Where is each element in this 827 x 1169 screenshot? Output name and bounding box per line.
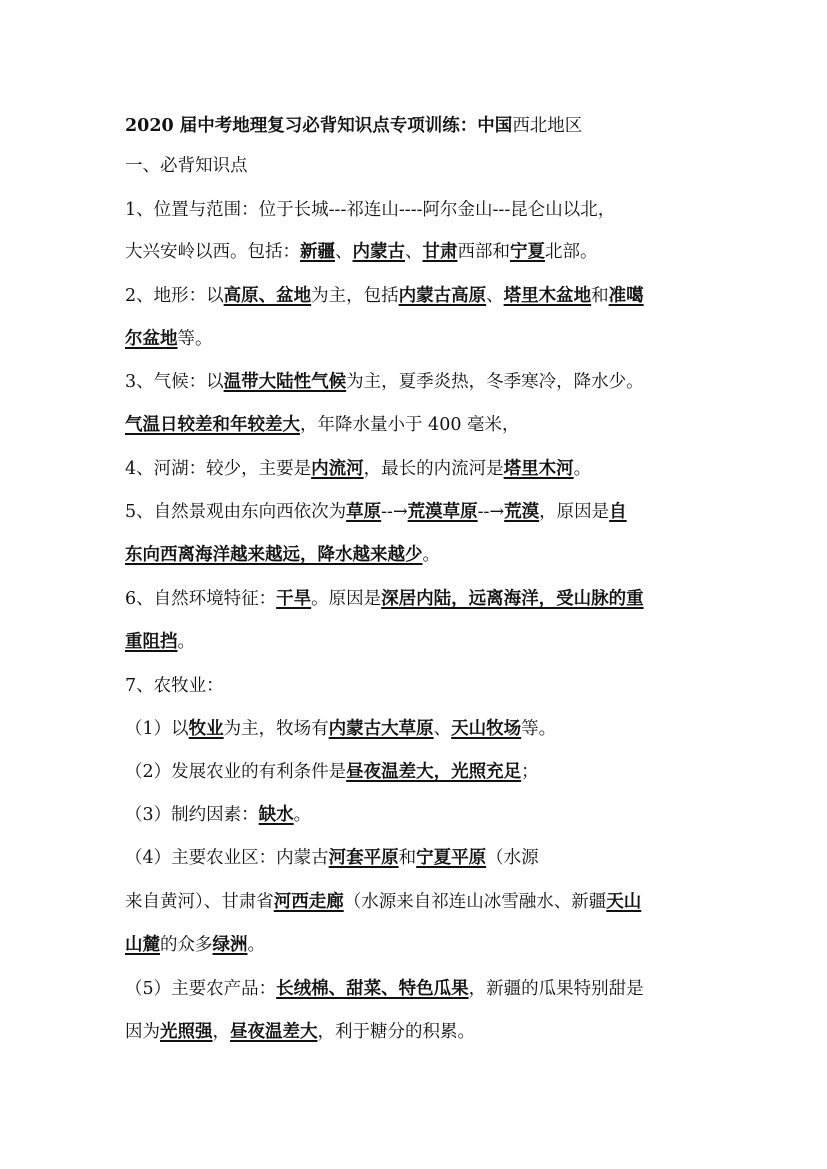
text: 为主，夏季炎热，冬季寒冷，降水少。 (346, 372, 644, 392)
item-7-heading: 7、农牧业： (125, 676, 224, 696)
keyword-grassland: 草原 (346, 502, 382, 522)
keyword-inland-river: 内流河 (311, 459, 364, 479)
keyword-plateau-basin: 高原、盆地 (223, 286, 312, 306)
keyword-animal-husbandry: 牧业 (188, 719, 224, 739)
sep: 、 (405, 242, 423, 262)
keyword-hetao-plain: 河套平原 (328, 848, 399, 868)
item-5-line-1 (125, 500, 705, 524)
item-7-4-line-3 (125, 933, 705, 957)
text: 西部和 (457, 242, 510, 262)
item-6-line-1 (125, 587, 705, 611)
text: （2）发展农业的有利条件是 (125, 762, 347, 782)
text: 为主，包括 (311, 286, 399, 306)
text: （1）以 (125, 719, 189, 739)
text: 北部。 (545, 242, 598, 262)
text: 。 (422, 545, 440, 565)
text: 2、地形：以 (125, 286, 224, 306)
text: 等。 (177, 329, 213, 349)
keyword-continental-climate: 温带大陆性气候 (223, 372, 347, 392)
text: （水源来自祁连山冰雪融水、新疆 (343, 892, 607, 912)
keyword-reason-part2: 东向西离海洋越来越远，降水越来越少 (125, 545, 423, 565)
keyword-water-shortage: 缺水 (258, 805, 294, 825)
text: 来自黄河）、甘肃省 (125, 892, 274, 912)
keyword-ningxia: 宁夏 (510, 242, 545, 262)
text: 4、河湖：较少，主要是 (125, 459, 312, 479)
keyword-tianshan-pasture: 天山牧场 (451, 719, 522, 739)
text: ，年降水量小于 400 毫米， (300, 415, 520, 435)
sep: 、 (335, 242, 353, 262)
sep: ， (212, 1022, 230, 1042)
text: 为主，牧场有 (223, 719, 329, 739)
title-main: 2020 届中考地理复习必背知识点专项训练：中国 (125, 116, 513, 136)
keyword-ningxia-plain: 宁夏平原 (416, 848, 487, 868)
sep: 、 (433, 719, 452, 739)
text: ，原因是 (539, 502, 610, 522)
keyword-arid: 干旱 (276, 589, 312, 609)
keyword-inner-mongolia: 内蒙古 (352, 242, 405, 262)
arrow: --→ (381, 502, 408, 522)
text: （水源 (486, 848, 539, 868)
text: 大兴安岭以西。包括： (125, 242, 300, 262)
keyword-desert: 荒漠 (504, 502, 540, 522)
item-7-4-line-1 (125, 846, 705, 870)
text: 6、自然环境特征： (125, 589, 277, 609)
keyword-day-night-temp-diff: 昼夜温差大 (230, 1022, 318, 1042)
text: ； (521, 762, 539, 782)
keyword-arid-reason-part2: 重阻挡 (125, 632, 178, 652)
item-7-4-line-2 (125, 890, 705, 914)
text: 。 (247, 935, 265, 955)
keyword-xinjiang: 新疆 (300, 242, 335, 262)
keyword-main-products: 长绒棉、甜菜、特色瓜果 (276, 979, 469, 999)
keyword-desert-steppe: 荒漠草原 (407, 502, 478, 522)
text: 。 (177, 632, 195, 652)
item-2-line-1 (125, 284, 705, 308)
text: 3、气候：以 (125, 372, 224, 392)
item-7-3 (125, 803, 705, 827)
item-4-line-1 (125, 457, 705, 481)
keyword-tianshan-foothills-part1: 天山 (606, 892, 642, 912)
item-1-line-1: 1、位置与范围：位于长城---祁连山----阿尔金山---昆仑山以北， (125, 200, 616, 220)
text: 。 (293, 805, 312, 825)
item-7-5-line-1 (125, 977, 705, 1001)
item-2-line-2 (125, 327, 705, 351)
text: 等。 (521, 719, 557, 739)
text: ，利于糖分的积累。 (317, 1022, 475, 1042)
text: 因为 (125, 1022, 160, 1042)
item-3-line-1 (125, 370, 705, 394)
arrow: --→ (477, 502, 505, 522)
title-region: 西北地区 (512, 116, 583, 136)
text: （3）制约因素： (125, 805, 259, 825)
item-5-line-2 (125, 543, 705, 567)
item-3-line-2 (125, 413, 705, 437)
text: 。原因是 (311, 589, 382, 609)
item-7-5-line-2 (125, 1020, 705, 1044)
item-1-line-2 (125, 240, 705, 264)
keyword-strong-sunlight: 光照强 (160, 1022, 213, 1042)
document-title (125, 114, 705, 138)
keyword-gansu: 甘肃 (422, 242, 458, 262)
keyword-inner-mongolia-grassland: 内蒙古大草原 (328, 719, 434, 739)
item-7-1 (125, 717, 705, 741)
item-6-line-2 (125, 630, 705, 654)
sep: 、 (486, 286, 504, 306)
keyword-favorable-conditions: 昼夜温差大，光照充足 (346, 762, 522, 782)
section-heading: 一、必背知识点 (125, 156, 248, 176)
text: （4）主要农业区：内蒙古 (125, 848, 329, 868)
keyword-tianshan-foothills-part2: 山麓 (125, 935, 160, 955)
keyword-hexi-corridor: 河西走廊 (273, 892, 344, 912)
text: ，最长的内流河是 (363, 459, 504, 479)
item-7-2 (125, 760, 705, 784)
text: 和 (398, 848, 417, 868)
text: 5、自然景观由东向西依次为 (125, 502, 347, 522)
text: 的众多 (160, 935, 213, 955)
keyword-inner-mongolia-plateau: 内蒙古高原 (398, 286, 487, 306)
text: ，新疆的瓜果特别甜是 (468, 979, 644, 999)
keyword-junggar-basin-part2: 尔盆地 (125, 329, 178, 349)
text: 和 (591, 286, 609, 306)
keyword-temperature-range: 气温日较差和年较差大 (125, 415, 300, 435)
text: 。 (573, 459, 592, 479)
keyword-reason-part1: 自 (609, 502, 627, 522)
keyword-oasis: 绿洲 (212, 935, 248, 955)
keyword-arid-reason-part1: 深居内陆，远离海洋，受山脉的重 (381, 589, 644, 609)
text: （5）主要农产品： (125, 979, 277, 999)
keyword-tarim-river: 塔里木河 (503, 459, 574, 479)
keyword-tarim-basin: 塔里木盆地 (503, 286, 592, 306)
keyword-junggar-basin-part1: 准噶 (608, 286, 644, 306)
